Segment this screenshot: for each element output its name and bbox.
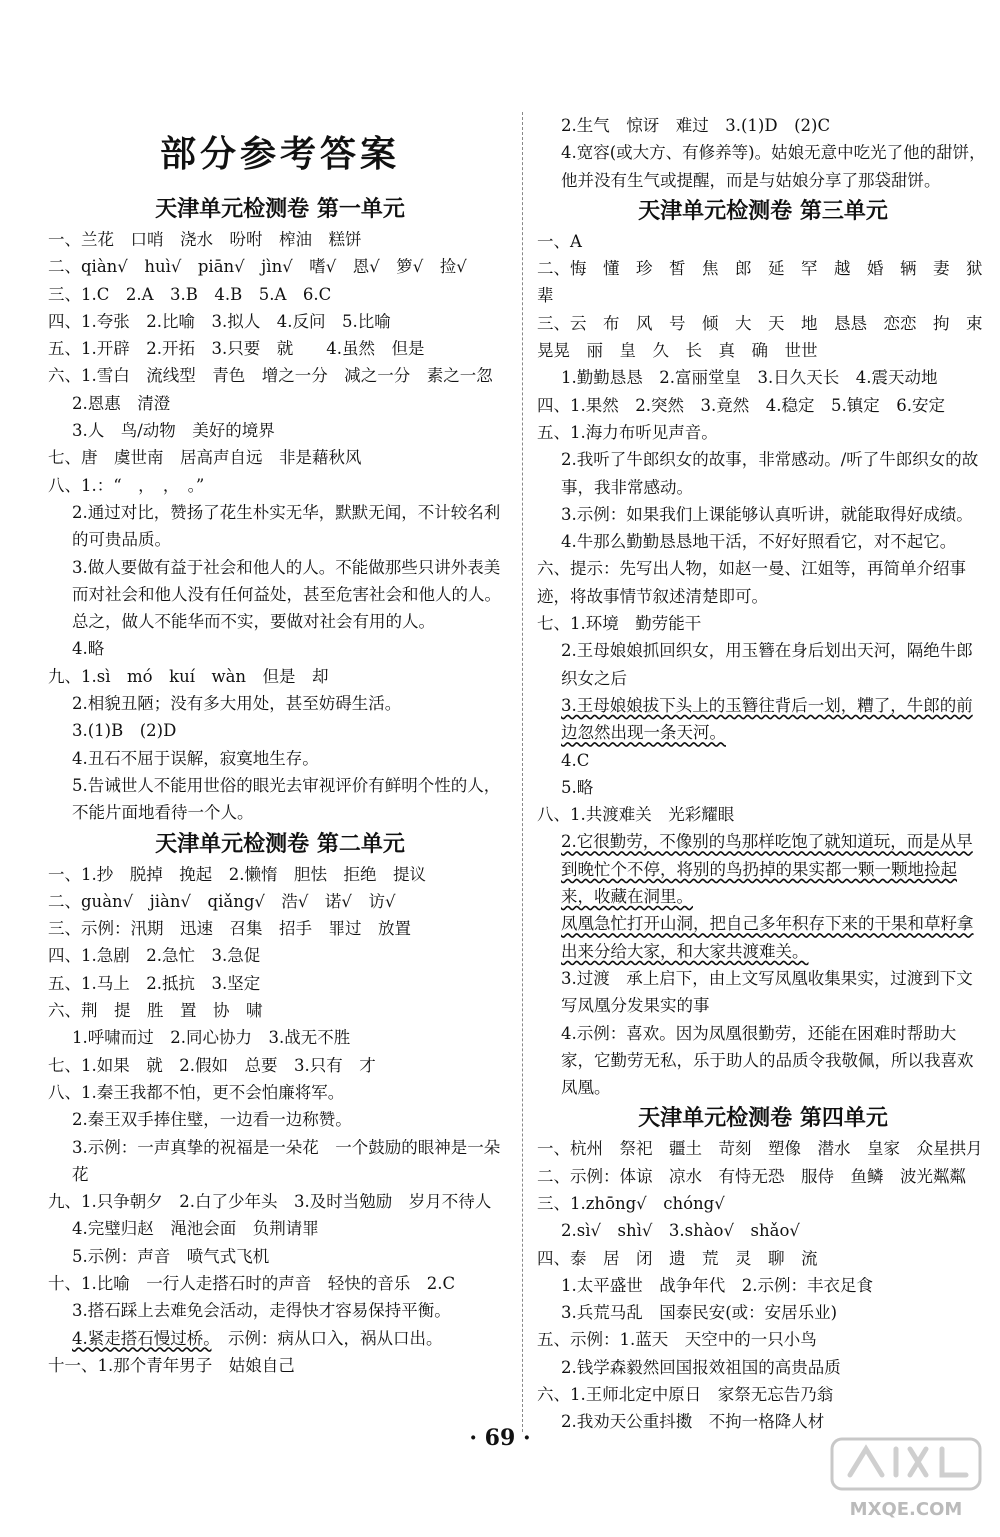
watermark-text: MXQE.COM bbox=[849, 1499, 963, 1520]
answer-line: 1.勤勤恳恳 2.富丽堂皇 3.日久天长 4.震天动地 bbox=[561, 368, 938, 388]
answer-line: 九、1.sì mó kuí wàn 但是 却 bbox=[48, 666, 329, 686]
answer-line: 五、1.马上 2.抵抗 3.坚定 bbox=[48, 973, 261, 993]
answer-line: 4.略 bbox=[72, 639, 105, 659]
answer-line: 4.牛那么勤勤恳恳地干活，不好好照看它，对不起它。 bbox=[561, 532, 957, 552]
answer-line: 5.略 bbox=[561, 777, 594, 797]
answer-line: 二、qiàn√ huì√ piān√ jìn√ 嗜√ 恩√ 箩√ 捡√ bbox=[48, 257, 467, 277]
answer-line: 5.示例：声音 喷气式飞机 bbox=[72, 1246, 270, 1266]
column-divider bbox=[522, 112, 524, 1432]
answer-line: 五、1.开辟 2.开拓 3.只要 就 4.虽然 但是 bbox=[48, 339, 425, 359]
watermark-logo bbox=[826, 1435, 986, 1525]
answer-line: 4.完璧归赵 渑池会面 负荆请罪 bbox=[72, 1219, 319, 1239]
answer-line: 六、1.雪白 流线型 青色 增之一分 减之一分 素之一忽 bbox=[48, 366, 493, 386]
answer-line: 三、1.C 2.A 3.B 4.B 5.A 6.C bbox=[48, 284, 332, 304]
section-title-unit-2: 天津单元检测卷 第二单元 bbox=[155, 830, 405, 857]
answer-line: 3.兵荒马乱 国泰民安(或：安居乐业) bbox=[561, 1303, 838, 1323]
answer-line: 四、1.急剧 2.急忙 3.急促 bbox=[48, 946, 261, 966]
answer-line: 2.sì√ shì√ 3.shào√ shǎo√ bbox=[561, 1221, 800, 1241]
answer-line bbox=[537, 910, 989, 965]
answer-line: 三、1.zhōng√ chóng√ bbox=[537, 1193, 725, 1213]
answer-line: 八、1.共渡难关 光彩耀眼 bbox=[537, 805, 735, 825]
answer-line: 六、1.王师北定中原日 家祭无忘告乃翁 bbox=[537, 1385, 834, 1405]
answer-text: 示例：病从口入，祸从口出。 bbox=[211, 1328, 443, 1348]
right-column bbox=[537, 112, 999, 1436]
left-column bbox=[48, 120, 512, 1379]
answer-line: 二、悔 懂 珍 皙 焦 郎 延 罕 越 婚 辆 妻 狱 辈 bbox=[537, 259, 999, 306]
answer-line: 3.做人要做有益于社会和他人的人。不能做那些只讲外表美而对社会和他人没有任何益处，甚至危害社会和他人的人。总之，做人不能华而不实，要做对社会有用的人。 bbox=[72, 557, 501, 632]
underlined-text: 凤凰急忙打开山洞，把自己多年积存下来的干果和草籽拿出来分给大家，和大家共渡难关。 bbox=[561, 914, 974, 961]
section-title-unit-4: 天津单元检测卷 第四单元 bbox=[638, 1105, 888, 1132]
answer-line: 三、云 布 风 号 倾 大 天 地 恳恳 恋恋 拘 束 晃晃 丽 皇 久 长 真 确 世世 bbox=[537, 313, 999, 361]
answer-line: 3.搭石踩上去难免会活动，走得快才容易保持平衡。 bbox=[72, 1301, 451, 1321]
answer-line: 2.生气 惊讶 难过 3.(1)D (2)C bbox=[561, 116, 831, 135]
answer-line: 五、示例：1.蓝天 天空中的一只小鸟 bbox=[537, 1330, 817, 1350]
underlined-text: 4.紧走搭石慢过桥。 bbox=[72, 1328, 212, 1348]
answer-line: 1.呼啸而过 2.同心协力 3.战无不胜 bbox=[72, 1028, 351, 1048]
answer-line: 2.钱学森毅然回国报效祖国的高贵品质 bbox=[561, 1357, 841, 1377]
answer-line: 三、示例：汛期 迅速 召集 招手 罪过 放置 bbox=[48, 919, 411, 939]
answer-line: 4.C bbox=[561, 750, 590, 770]
answer-line: 六、荆 提 胜 置 协 啸 bbox=[48, 1001, 263, 1021]
answer-line: 七、1.如果 就 2.假如 总要 3.只有 才 bbox=[48, 1055, 376, 1075]
answer-line: 4.丑石不屈于误解，寂寞地生存。 bbox=[72, 748, 319, 768]
answer-line: 2.我听了牛郎织女的故事，非常感动。/听了牛郎织女的故事，我非常感动。 bbox=[561, 450, 979, 497]
answer-line: 二、示例：体谅 凉水 有恃无恐 服侍 鱼鳞 波光粼粼 bbox=[537, 1166, 966, 1186]
page-number: · 69 · bbox=[469, 1425, 531, 1451]
answer-line: 六、提示：先写出人物，如赵一曼、江姐等，再简单介绍事迹，将故事情节叙述清楚即可。 bbox=[537, 559, 966, 606]
answer-line: 五、1.海力布听见声音。 bbox=[537, 422, 718, 442]
answer-line: 八、1.秦王我都不怕，更不会怕廉将军。 bbox=[48, 1082, 345, 1102]
answer-line: 四、1.果然 2.突然 3.竟然 4.稳定 5.镇定 6.安定 bbox=[537, 395, 945, 415]
answer-line: 二、guàn√ jiàn√ qiǎng√ 浩√ 诺√ 访√ bbox=[48, 891, 396, 911]
answer-line: 3.示例：一声真挚的祝福是一朵花 一个鼓励的眼神是一朵花 bbox=[72, 1137, 501, 1184]
answer-line: 一、A bbox=[537, 231, 582, 251]
answer-line: 2.通过对比，赞扬了花生朴实无华，默默无闻，不计较名利的可贵品质。 bbox=[72, 502, 501, 550]
answer-line: 九、1.只争朝夕 2.白了少年头 3.及时当勉励 岁月不待人 bbox=[48, 1192, 492, 1212]
answer-line: 八、1.：“ ， ， 。” bbox=[48, 475, 205, 495]
answer-line: 十、1.比喻 一行人走搭石时的声音 轻快的音乐 2.C bbox=[48, 1273, 456, 1293]
answer-line bbox=[537, 692, 989, 747]
answer-line: 4.宽容(或大方、有修养等)。姑娘无意中吃光了他的甜饼，他并没有生气或提醒，而是与姑娘分享了那袋甜饼。 bbox=[561, 143, 986, 190]
page-title: 部分参考答案 bbox=[159, 134, 400, 175]
answer-line: 七、唐 虞世南 居高声自远 非是藉秋风 bbox=[48, 448, 362, 468]
answer-line: 2.秦王双手捧住璧，一边看一边称赞。 bbox=[72, 1110, 352, 1130]
answer-line: 一、兰花 口哨 浇水 吩咐 榨油 糕饼 bbox=[48, 230, 362, 249]
answer-line: 1.太平盛世 战争年代 2.示例：丰衣足食 bbox=[561, 1275, 873, 1295]
answer-line: 四、泰 居 闭 遗 荒 灵 聊 流 bbox=[537, 1248, 818, 1268]
answer-line bbox=[537, 828, 989, 910]
section-title-unit-3: 天津单元检测卷 第三单元 bbox=[638, 197, 888, 224]
answer-line: 2.王母娘娘抓回织女，用玉簪在身后划出天河，隔绝牛郎织女之后 bbox=[561, 641, 973, 688]
answer-line: 5.告诫世人不能用世俗的眼光去审视评价有鲜明个性的人，不能片面地看待一个人。 bbox=[72, 775, 501, 823]
underlined-text: 2.它很勤劳，不像别的鸟那样吃饱了就知道玩，而是从早到晚忙个不停，将别的鸟扔掉的果实都一颗一颗地捡起来，收藏在洞里。 bbox=[561, 832, 973, 907]
answer-line: 4.示例：喜欢。因为凤凰很勤劳，还能在困难时帮助大家，它勤劳无私，乐于助人的品质令我敬佩，所以我喜欢凤凰。 bbox=[561, 1023, 974, 1098]
answer-line: 十一、1.那个青年男子 姑娘自己 bbox=[48, 1355, 295, 1375]
answer-line: 3.(1)B (2)D bbox=[72, 721, 177, 741]
answer-line: 一、1.抄 脱掉 挽起 2.懒惰 胆怯 拒绝 提议 bbox=[48, 864, 426, 884]
answer-line: 一、杭州 祭祀 疆土 苛刻 塑像 潜水 皇家 众星拱月 bbox=[537, 1139, 983, 1159]
answer-line: 3.示例：如果我们上课能够认真听讲，就能取得好成绩。 bbox=[561, 504, 973, 524]
answer-line: 2.我劝天公重抖擞 不拘一格降人材 bbox=[561, 1412, 825, 1432]
answer-line: 3.过渡 承上启下，由上文写凤凰收集果实，过渡到下文写凤凰分发果实的事 bbox=[561, 968, 973, 1016]
answer-line: 2.相貌丑陋；没有多大用处，甚至妨碍生活。 bbox=[72, 694, 402, 714]
answer-line: 3.人 鸟/动物 美好的境界 bbox=[72, 421, 275, 441]
answer-line bbox=[48, 1325, 512, 1352]
answer-line: 四、1.夸张 2.比喻 3.拟人 4.反问 5.比喻 bbox=[48, 311, 391, 331]
underlined-text: 3.王母娘娘拔下头上的玉簪往背后一划，糟了，牛郎的前边忽然出现一条天河。 bbox=[561, 695, 973, 743]
section-title-unit-1: 天津单元检测卷 第一单元 bbox=[155, 196, 405, 222]
answer-line: 2.恩惠 清澄 bbox=[72, 393, 171, 413]
answer-line: 七、1.环境 勤劳能干 bbox=[537, 614, 702, 634]
